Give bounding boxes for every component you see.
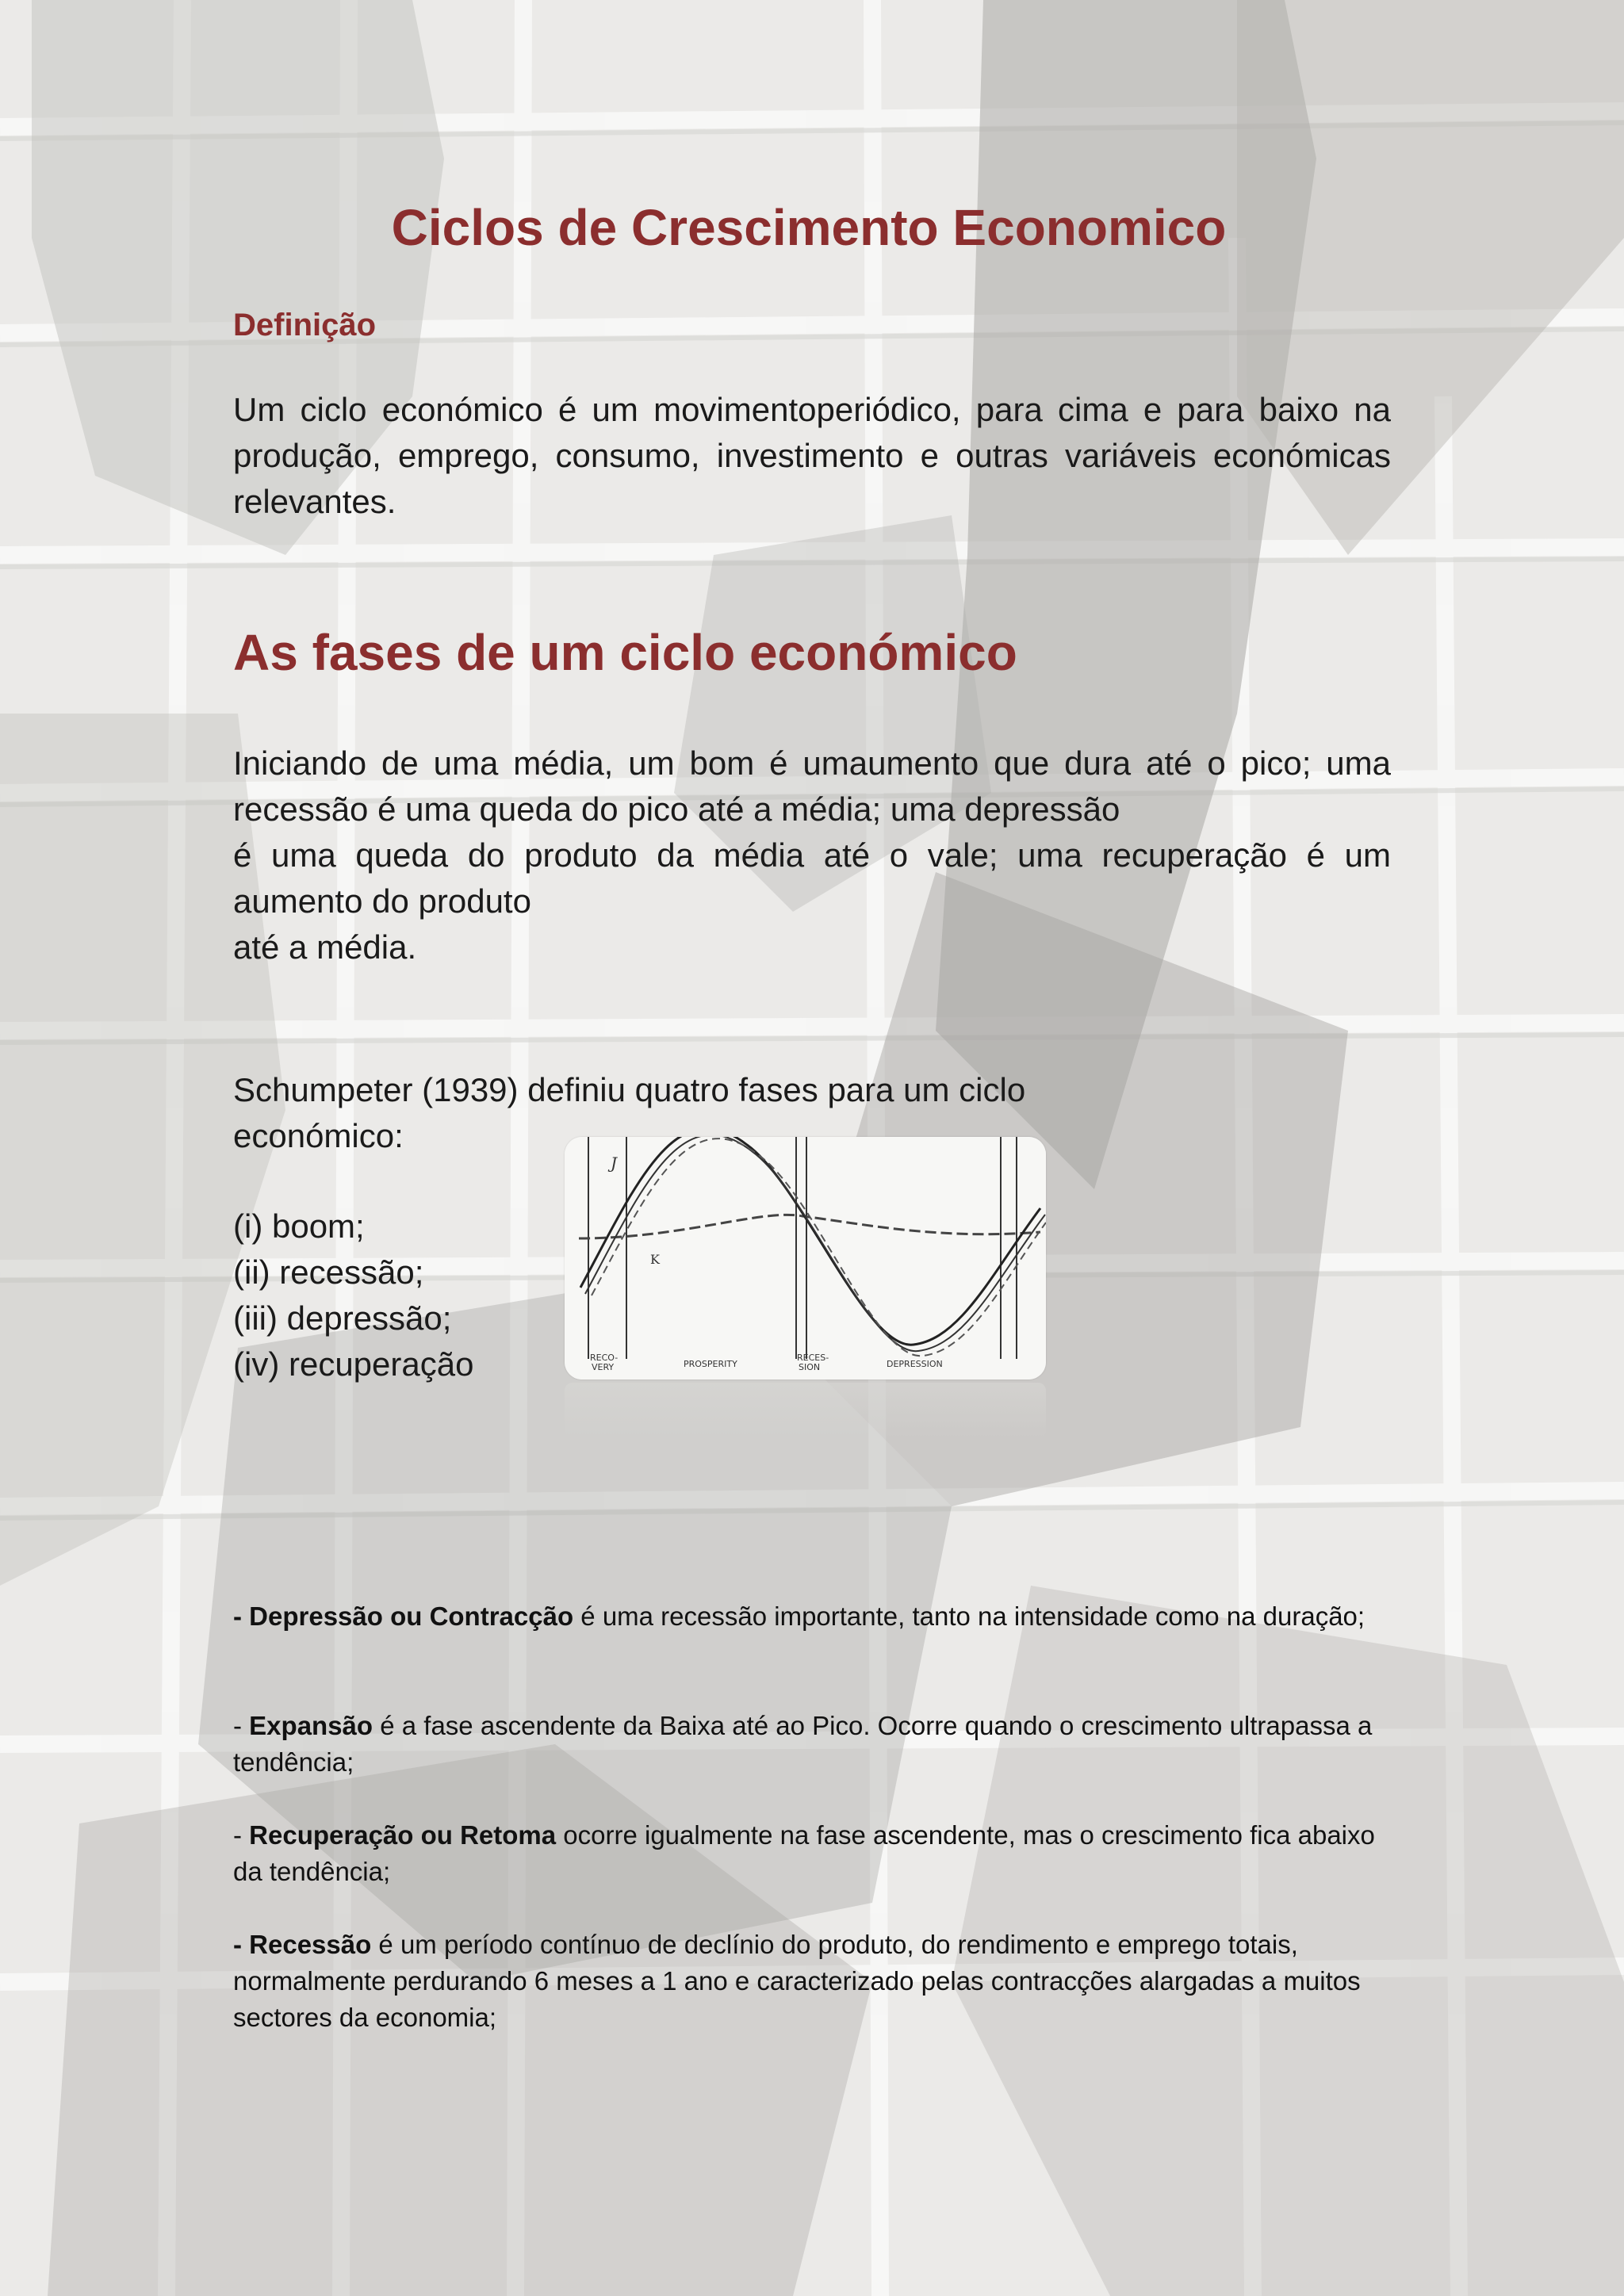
definition-heading: Definição (233, 308, 377, 342)
curve-mark: J (611, 1154, 618, 1173)
phase-label-prosperity: PROSPERITY (684, 1359, 737, 1369)
note-depressao (233, 1598, 1391, 1635)
note-term: Recuperação ou Retoma (249, 1820, 557, 1850)
phase-label-recovery-2: VERY (592, 1362, 615, 1372)
note-text: é um período contínuo de declínio do produto, do rendimento e emprego totais, normalmente perdurando 6 meses a 1 ano e caracterizado pelas contracções alargadas a muitos sectores da economia; (233, 1930, 1361, 2032)
note-term: - Recessão (233, 1930, 372, 1959)
list-item: (iii) depressão; (233, 1299, 452, 1337)
phases-line-3: até a média. (233, 928, 417, 966)
phase-label-recession: RECES- (797, 1353, 829, 1363)
note-text: é uma recessão importante, tanto na intensidade como na duração; (573, 1601, 1365, 1631)
note-prefix: - (233, 1711, 250, 1740)
definition-paragraph: Um ciclo económico é um movimentoperiódico, para cima e para baixo na produção, emprego, consumo, investimento e outras variáveis económicas relevantes. (233, 391, 1391, 520)
curve-mark: K (650, 1252, 660, 1267)
phase-label-recession-2: SION (799, 1362, 821, 1372)
figure-reflection (565, 1383, 1046, 1438)
document-title: Ciclos de Crescimento Economico (391, 199, 1227, 256)
phases-paragraph (233, 740, 1391, 970)
phases-line-2: é uma queda do produto da média até o vale; uma recuperação é um aumento do produto (233, 836, 1391, 920)
phase-list (233, 1203, 473, 1387)
note-text: é a fase ascendente da Baixa até ao Pico. Ocorre quando o crescimento ultrapassa a tendência; (233, 1711, 1373, 1777)
phases-heading: As fases de um ciclo económico (233, 624, 1017, 681)
phase-label-depression: DEPRESSION (887, 1359, 943, 1369)
phase-label-recovery: RECO- (590, 1353, 619, 1363)
note-recessao (233, 1927, 1391, 2036)
note-text: ocorre igualmente na fase ascendente, mas o crescimento fica abaixo da tendência; (233, 1820, 1375, 1886)
business-cycle-figure (565, 1137, 1046, 1380)
note-prefix: - (233, 1820, 250, 1850)
note-expansao (233, 1708, 1391, 1781)
cycle-diagram (565, 1137, 1046, 1380)
note-term: - Depressão ou Contracção (233, 1601, 574, 1631)
list-item: (ii) recessão; (233, 1253, 424, 1291)
list-item: (i) boom; (233, 1207, 365, 1245)
note-term: Expansão (249, 1711, 373, 1740)
phases-line-1: Iniciando de uma média, um bom é umaumento que dura até o pico; uma recessão é uma queda do pico até a média; uma depressão (233, 744, 1391, 828)
schumpeter-intro: Schumpeter (1939) definiu quatro fases para um ciclo económico: (233, 1071, 1026, 1154)
note-recuperacao (233, 1817, 1391, 1890)
list-item: (iv) recuperação (233, 1345, 474, 1383)
